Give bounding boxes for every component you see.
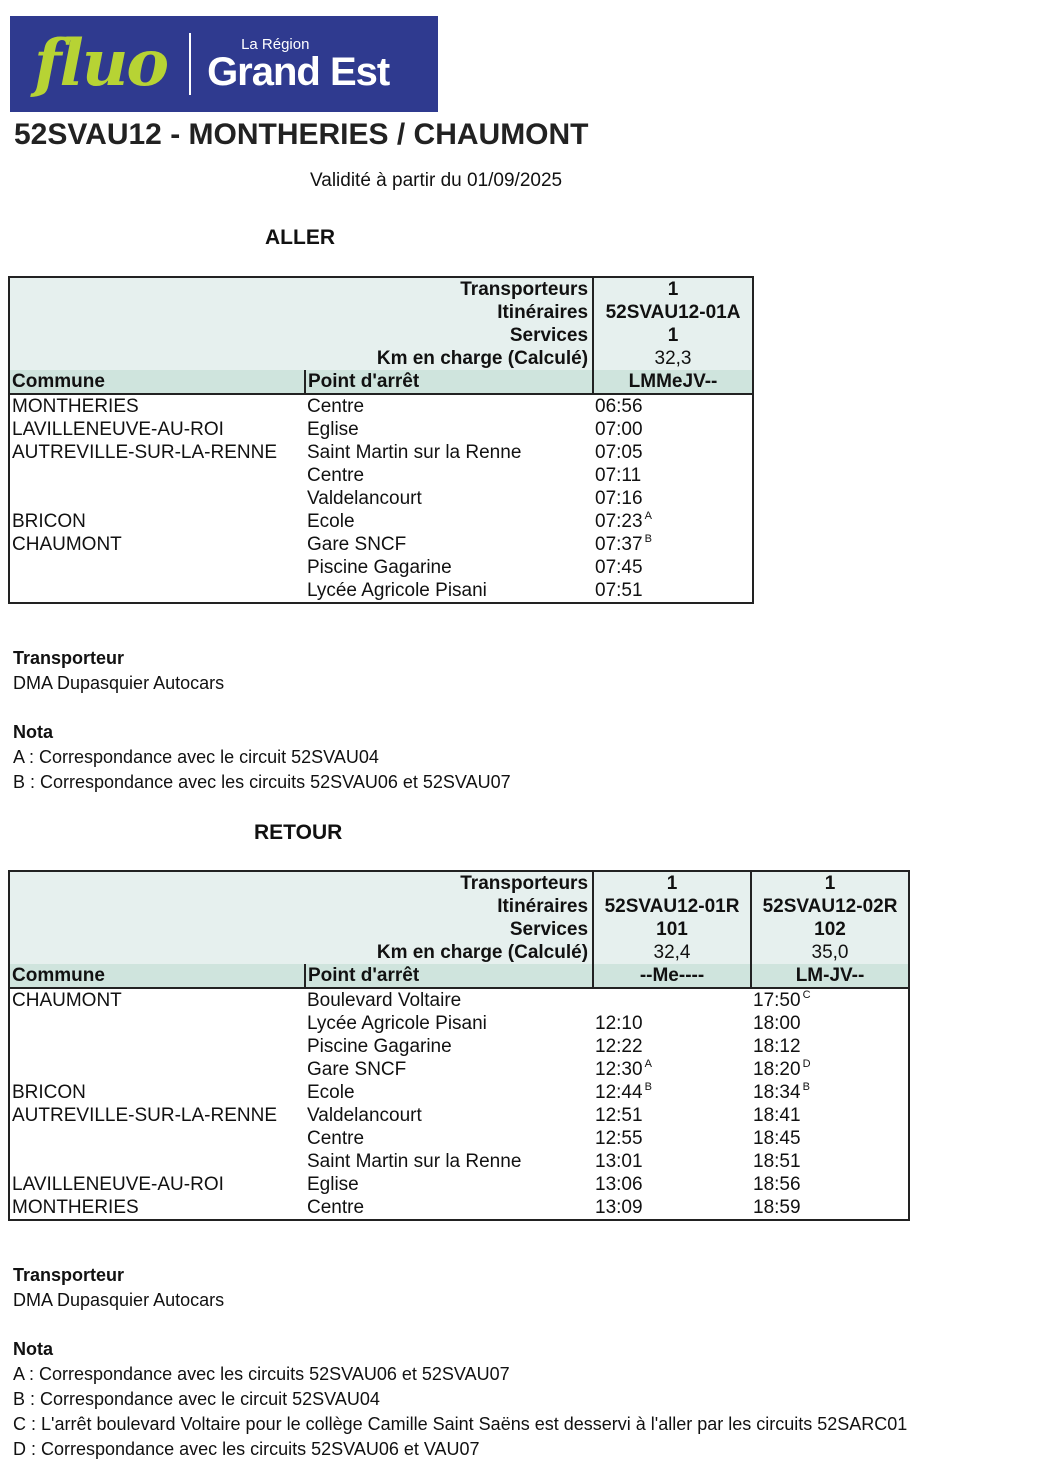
- time-value: 18:20: [753, 1059, 801, 1080]
- time-cell: [751, 1035, 909, 1058]
- time-value: 18:00: [753, 1013, 801, 1034]
- stop-cell: Valdelancourt: [307, 1105, 422, 1126]
- time-cell: [593, 579, 753, 603]
- commune-cell: [9, 464, 305, 487]
- header-row-services: [9, 324, 753, 347]
- aller-info: [13, 646, 511, 795]
- commune-cell: LAVILLENEUVE-AU-ROI: [12, 1174, 224, 1195]
- time-value: 12:30: [595, 1059, 643, 1080]
- header-row-itineraire: [9, 895, 909, 918]
- table-row: [9, 1196, 909, 1220]
- time-cell: [751, 1196, 909, 1220]
- time-value: 07:11: [595, 465, 642, 486]
- retour-note: D : Correspondance avec les circuits 52SVAU06 et VAU07: [13, 1439, 480, 1459]
- aller-note: B : Correspondance avec les circuits 52SVAU06 et 52SVAU07: [13, 772, 511, 792]
- time-cell: [751, 988, 909, 1012]
- retour-info: [13, 1263, 907, 1462]
- header-itineraire-value: 52SVAU12-01R: [593, 895, 751, 918]
- time-cell: [593, 418, 753, 441]
- table-row: [9, 533, 753, 556]
- stop-cell: Saint Martin sur la Renne: [307, 1151, 522, 1172]
- header-label: Transporteurs: [9, 277, 593, 301]
- time-cell: [593, 1035, 751, 1058]
- header-services-value: 101: [593, 918, 751, 941]
- logo-region: [207, 37, 389, 92]
- time-cell: [593, 1012, 751, 1035]
- time-value: 07:37: [595, 534, 643, 555]
- table-row: [9, 394, 753, 418]
- stop-cell: Piscine Gagarine: [307, 1036, 452, 1057]
- retour-nota-label: Nota: [13, 1339, 53, 1359]
- aller-heading: ALLER: [265, 226, 335, 249]
- header-label: Itinéraires: [9, 301, 593, 324]
- aller-transporteur-label: Transporteur: [13, 648, 125, 668]
- time-value: 06:56: [595, 396, 643, 417]
- table-row: [9, 1150, 909, 1173]
- header-row-transporteurs: [9, 871, 909, 895]
- header-label: Km en charge (Calculé): [9, 347, 593, 370]
- retour-heading: RETOUR: [254, 821, 343, 844]
- time-cell: [593, 1104, 751, 1127]
- time-cell: [751, 1173, 909, 1196]
- footnote-marker: C: [802, 989, 811, 1001]
- table-row: [9, 1127, 909, 1150]
- stop-cell: Lycée Agricole Pisani: [307, 1013, 487, 1034]
- commune-cell: MONTHERIES: [12, 1197, 139, 1218]
- header-services-value: 1: [593, 324, 753, 347]
- table-row: [9, 1173, 909, 1196]
- table-row: [9, 487, 753, 510]
- logo-region-small: La Région: [241, 35, 310, 53]
- commune-cell: [9, 1150, 305, 1173]
- retour-note: B : Correspondance avec le circuit 52SVAU04: [13, 1389, 380, 1409]
- footnote-marker: A: [644, 510, 652, 522]
- time-cell: [751, 1012, 909, 1035]
- time-value: 07:45: [595, 557, 643, 578]
- footnote-marker: D: [802, 1058, 811, 1070]
- stop-cell: Boulevard Voltaire: [307, 990, 462, 1011]
- time-cell: [751, 1081, 909, 1104]
- time-cell: [593, 1081, 751, 1104]
- days-of-week: LMMeJV--: [593, 370, 753, 394]
- logo-divider: [189, 33, 191, 95]
- time-value: 18:59: [753, 1197, 801, 1218]
- time-cell: [593, 1150, 751, 1173]
- stop-cell: Piscine Gagarine: [307, 557, 452, 578]
- commune-cell: [9, 579, 305, 603]
- commune-cell: LAVILLENEUVE-AU-ROI: [12, 419, 224, 440]
- commune-column-header: Commune: [9, 370, 305, 394]
- retour-body: [9, 988, 909, 1220]
- time-value: 07:00: [595, 419, 643, 440]
- stop-cell: Ecole: [307, 511, 355, 532]
- time-value: 18:56: [753, 1174, 801, 1195]
- header-row-transporteurs: [9, 277, 753, 301]
- retour-timetable: [8, 870, 910, 1221]
- time-value: 12:10: [595, 1013, 643, 1034]
- footnote-marker: B: [802, 1081, 810, 1093]
- time-cell: [593, 510, 753, 533]
- time-value: 17:50: [753, 990, 801, 1011]
- footnote-marker: B: [644, 533, 652, 545]
- time-value: 18:34: [753, 1082, 801, 1103]
- header-label: Transporteurs: [9, 871, 593, 895]
- stop-cell: Eglise: [307, 419, 359, 440]
- time-value: 07:05: [595, 442, 643, 463]
- aller-transporteur-name: DMA Dupasquier Autocars: [13, 673, 225, 693]
- stop-cell: Gare SNCF: [307, 1059, 407, 1080]
- commune-cell: CHAUMONT: [12, 990, 122, 1011]
- commune-cell: [9, 1012, 305, 1035]
- table-row: [9, 464, 753, 487]
- column-header-row: [9, 370, 753, 394]
- commune-cell: MONTHERIES: [12, 396, 139, 417]
- days-of-week: --Me----: [593, 964, 751, 988]
- time-value: 12:55: [595, 1128, 643, 1149]
- time-value: 13:01: [595, 1151, 643, 1172]
- header-transporteurs-value: 1: [593, 871, 751, 895]
- time-value: 07:16: [595, 488, 643, 509]
- point-column-header: Point d'arrêt: [305, 370, 593, 394]
- time-value: 13:09: [595, 1197, 643, 1218]
- time-value: 07:23: [595, 511, 643, 532]
- header-label: Km en charge (Calculé): [9, 941, 593, 964]
- table-row: [9, 441, 753, 464]
- commune-cell: BRICON: [12, 1082, 86, 1103]
- header-itineraire-value: 52SVAU12-01A: [593, 301, 753, 324]
- table-row: [9, 556, 753, 579]
- time-cell: [593, 533, 753, 556]
- time-value: 13:06: [595, 1174, 643, 1195]
- commune-cell: CHAUMONT: [12, 534, 122, 555]
- retour-transporteur-name: DMA Dupasquier Autocars: [13, 1290, 225, 1310]
- time-value: 12:51: [595, 1105, 643, 1126]
- commune-cell: AUTREVILLE-SUR-LA-RENNE: [12, 442, 277, 463]
- header-services-value: 102: [751, 918, 909, 941]
- header-row-services: [9, 918, 909, 941]
- aller-timetable: [8, 276, 754, 604]
- header-label: Services: [9, 918, 593, 941]
- commune-cell: AUTREVILLE-SUR-LA-RENNE: [12, 1105, 277, 1126]
- commune-cell: [9, 487, 305, 510]
- time-cell: [751, 1058, 909, 1081]
- header-km-value: 35,0: [751, 941, 909, 964]
- commune-cell: [9, 1058, 305, 1081]
- time-cell: [593, 394, 753, 418]
- table-row: [9, 1058, 909, 1081]
- header-label: Itinéraires: [9, 895, 593, 918]
- stop-cell: Gare SNCF: [307, 534, 407, 555]
- column-header-row: [9, 964, 909, 988]
- stop-cell: Ecole: [307, 1082, 355, 1103]
- stop-cell: Centre: [307, 1197, 365, 1218]
- aller-body: [9, 394, 753, 603]
- retour-note: A : Correspondance avec les circuits 52SVAU06 et 52SVAU07: [13, 1364, 510, 1384]
- commune-column-header: Commune: [9, 964, 305, 988]
- header-row-itineraire: [9, 301, 753, 324]
- retour-transporteur-label: Transporteur: [13, 1265, 125, 1285]
- stop-cell: Centre: [307, 465, 365, 486]
- table-row: [9, 579, 753, 603]
- time-value: 18:41: [753, 1105, 801, 1126]
- point-column-header: Point d'arrêt: [305, 964, 593, 988]
- commune-cell: BRICON: [12, 511, 86, 532]
- time-value: 18:12: [753, 1036, 801, 1057]
- logo-fluo-wordmark: fluo: [34, 26, 168, 101]
- footnote-marker: A: [644, 1058, 652, 1070]
- time-value: 18:51: [753, 1151, 801, 1172]
- header-label: Services: [9, 324, 593, 347]
- stop-cell: Eglise: [307, 1174, 359, 1195]
- stop-cell: Centre: [307, 1128, 365, 1149]
- days-of-week: LM-JV--: [751, 964, 909, 988]
- time-value: 12:22: [595, 1036, 643, 1057]
- commune-cell: [9, 1035, 305, 1058]
- time-cell: [593, 1127, 751, 1150]
- time-cell: [593, 1173, 751, 1196]
- time-cell: [593, 464, 753, 487]
- time-cell: [593, 441, 753, 464]
- time-value: 07:51: [595, 580, 643, 601]
- aller-note: A : Correspondance avec le circuit 52SVAU04: [13, 747, 379, 767]
- table-row: [9, 1012, 909, 1035]
- page-title: 52SVAU12 - MONTHERIES / CHAUMONT: [14, 118, 589, 151]
- stop-cell: Saint Martin sur la Renne: [307, 442, 522, 463]
- time-cell: [593, 988, 751, 1012]
- commune-cell: [9, 556, 305, 579]
- time-cell: [751, 1104, 909, 1127]
- header-transporteurs-value: 1: [751, 871, 909, 895]
- time-value: 18:45: [753, 1128, 801, 1149]
- header-row-km: [9, 347, 753, 370]
- commune-cell: [9, 1127, 305, 1150]
- validity-date: Validité à partir du 01/09/2025: [310, 170, 563, 191]
- aller-nota-label: Nota: [13, 722, 53, 742]
- time-cell: [593, 487, 753, 510]
- table-row: [9, 988, 909, 1012]
- table-row: [9, 1081, 909, 1104]
- time-cell: [593, 556, 753, 579]
- stop-cell: Centre: [307, 396, 365, 417]
- table-row: [9, 1104, 909, 1127]
- stop-cell: Valdelancourt: [307, 488, 422, 509]
- retour-header: [9, 871, 909, 988]
- header-km-value: 32,3: [593, 347, 753, 370]
- time-value: 12:44: [595, 1082, 643, 1103]
- header-itineraire-value: 52SVAU12-02R: [751, 895, 909, 918]
- stop-cell: Lycée Agricole Pisani: [307, 580, 487, 601]
- header-row-km: [9, 941, 909, 964]
- retour-note: C : L'arrêt boulevard Voltaire pour le collège Camille Saint Saëns est desservi à l'aller par les circuits 52SARC01: [13, 1414, 908, 1434]
- logo-region-big: Grand Est: [207, 49, 390, 94]
- time-cell: [751, 1127, 909, 1150]
- fluo-grand-est-logo: [10, 16, 438, 112]
- table-row: [9, 510, 753, 533]
- header-transporteurs-value: 1: [593, 277, 753, 301]
- aller-header: [9, 277, 753, 394]
- table-row: [9, 418, 753, 441]
- time-cell: [751, 1150, 909, 1173]
- time-cell: [593, 1058, 751, 1081]
- table-row: [9, 1035, 909, 1058]
- footnote-marker: B: [644, 1081, 652, 1093]
- time-cell: [593, 1196, 751, 1220]
- header-km-value: 32,4: [593, 941, 751, 964]
